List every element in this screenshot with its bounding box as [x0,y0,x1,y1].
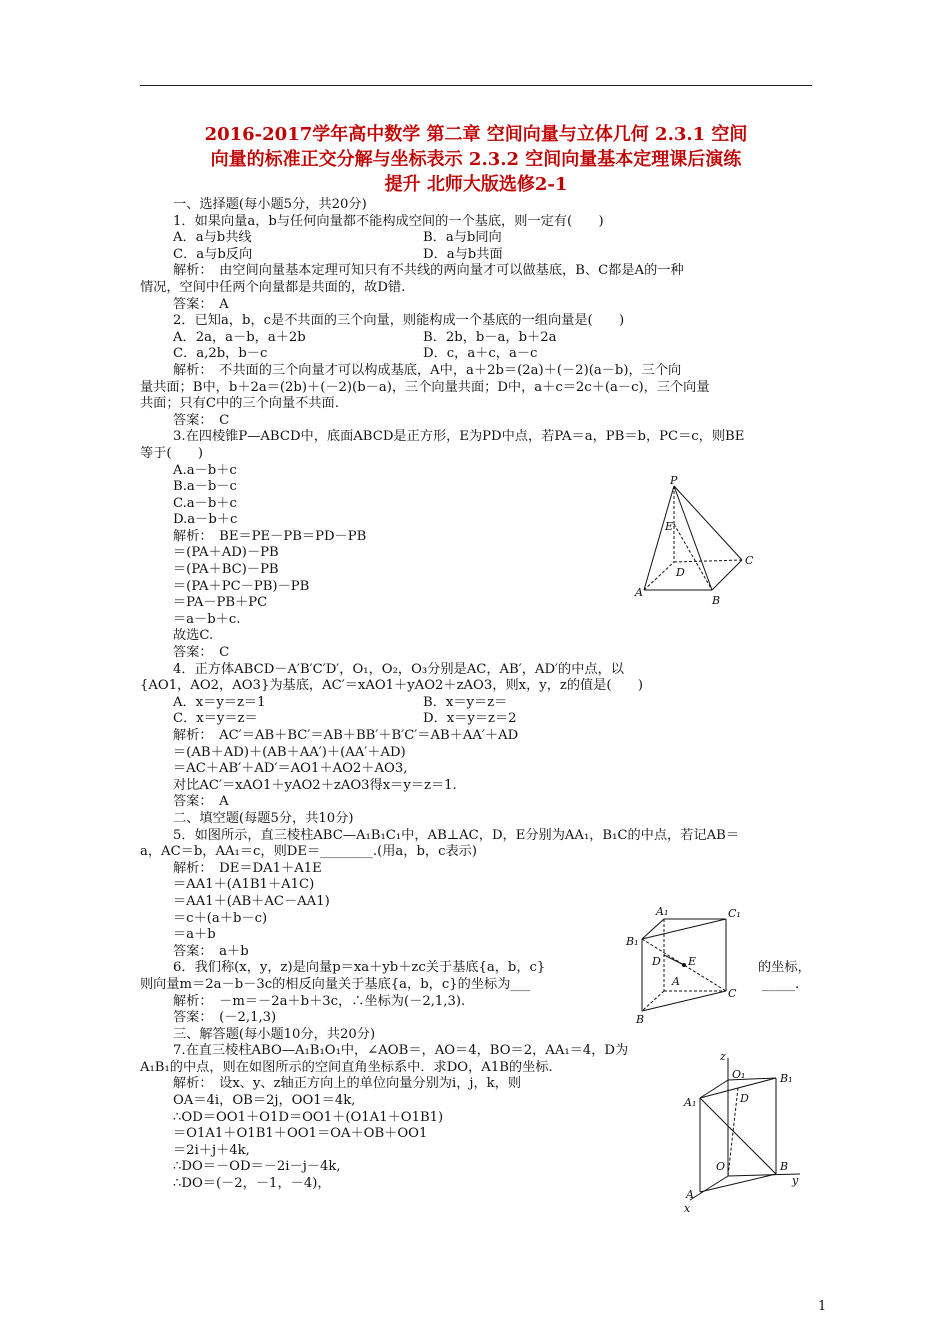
answer-line: 答案： a＋b [173,943,249,959]
section-heading: 二、填空题(每题5分，共10分) [173,810,354,826]
q1-options-row [140,230,812,247]
option: B．x＝y＝z＝ [423,694,508,710]
analysis-line: ＝a＋b [173,927,216,943]
analysis-line: ＝(PA＋AD)－PB [173,545,279,561]
analysis-line: 量共面；B中，b＋2a＝(2b)＋(－2)(b－a)，三个向量共面；D中，a＋c＝2c＋(a－c)，三个向量 [140,379,710,395]
label: A [672,975,680,988]
coordinate-prism-figure [676,1052,806,1214]
answer-line: 答案： C [173,412,230,428]
analysis-line: ＝a－b＋c. [173,611,241,627]
question-7-cont: A₁B₁的中点，则在如图所示的空间直角坐标系中．求DO，A1B的坐标. [140,1059,553,1075]
question-5-cont: a，AC＝b，AA₁＝c，则DE＝________.(用a，b，c表示) [140,844,478,860]
analysis-line: ＝AC＋AB′＋AD′＝AO1＋AO2＋AO3, [173,761,408,777]
label: A [635,586,643,599]
answer-line: 答案： C [173,645,230,661]
title-line-3: 提升 北师大版选修2-1 [384,174,568,195]
option: D．x＝y＝z＝2 [423,711,517,727]
page-number: 1 [818,1299,827,1314]
label: B [780,1160,789,1173]
question-4: 4．正方体ABCD－A′B′C′D′，O₁，O₂，O₃分别是AC，AB′，AD′的中点，以 [173,661,624,677]
answer-line: 答案： (－2,1,3) [173,1010,277,1026]
analysis-line: 解析： 由空间向量基本定理可知只有不共线的两向量才可以做基底，B、C都是A的一种 [173,263,684,279]
analysis-line: ＝(AB＋AD)＋(AB＋AA′)＋(AA′＋AD) [173,744,406,760]
question-6-text: 6．我们称(x，y，z)是向量p＝xa＋yb＋zc关于基底{a，b，c} [173,960,546,976]
analysis-line: 对比AC′＝xAO1＋yAO2＋zAO3得x＝y＝z＝1. [173,777,457,793]
document-title [140,122,812,197]
analysis-line: ＝PA－PB＋PC [173,595,268,611]
analysis-line: ＝c＋(a＋b－c) [173,910,268,926]
q2-options-row [140,330,812,347]
option: B．2b，b－a，b＋2a [423,329,557,345]
question-6-cont-text: 则向量m＝2a－b－3c的相反向量关于基底{a，b，c}的坐标为___ [140,976,531,992]
q1-options-row [140,247,812,264]
question-6-tail: 的坐标， [758,960,811,976]
section-heading: 三、解答题(每小题10分，共20分) [173,1026,376,1042]
analysis-line: 解析： BE＝PE－PB＝PD－PB [173,528,367,544]
analysis-line: 故选C. [173,628,214,644]
label: C₁ [728,907,741,920]
question-5: 5．如图所示，直三棱柱ABC—A₁B₁C₁中，AB⊥AC，D，E分别为AA₁，B₁C的中点，若记AB＝ [173,827,740,843]
title-line-2: 向量的标准正交分解与坐标表示 2.3.2 空间向量基本定理课后演练 [210,149,742,170]
option: C．a与b反向 [173,246,253,262]
question-7: 7.在直三棱柱ABO—A₁B₁O₁中，∠AOB＝，AO＝4，BO＝2，AA₁＝4，D为 [173,1043,629,1059]
question-2: 2．已知a，b，c是不共面的三个向量，则能构成一个基底的一组向量是( ) [173,313,625,329]
label: O [716,1160,726,1173]
option: A.a－b＋c [173,462,237,478]
analysis-line: 解析： AC′＝AB＋BC′＝AB＋BB′＋B′C′＝AB＋AA′＋AD [173,728,519,743]
document-body [140,197,812,1193]
analysis-line: ∴OD＝OO1＋O1D＝OO1＋(O1A1＋O1B1) [173,1109,444,1125]
option: D.a－b＋c [173,512,238,528]
label: B [636,1013,645,1025]
answer-line: 答案： A [173,296,229,312]
option: A．2a，a－b，a＋2b [173,329,306,345]
analysis-line: ＝(PA＋BC)－PB [173,562,279,578]
option: A．x＝y＝z＝1 [173,694,266,710]
option: C.a－b＋c [173,495,237,511]
label: D [652,955,661,968]
label: A₁ [656,905,669,918]
label: B₁ [626,935,639,948]
question-4-cont: {AO1，AO2，AO3}为基底，AC′＝xAO1＋yAO2＋zAO3，则x，y，z的值是( ) [140,678,644,694]
analysis-line: 解析： 设x、y、z轴正方向上的单位向量分别为i，j，k，则 [173,1076,522,1092]
analysis-line: 解析： 不共面的三个向量才可以构成基底，A中，a＋2b＝(2a)＋(－2)(a－b)，三个向 [173,362,682,378]
question-1: 1．如果向量a，b与任何向量都不能构成空间的一个基底，则一定有( ) [173,213,604,229]
analysis-line: 情况，空间中任两个向量都是共面的，故D错. [140,279,406,295]
option: C．a,2b，b－c [173,346,268,362]
header-rule [140,85,812,86]
option: C．x＝y＝z＝ [173,711,258,727]
pyramid-figure [630,472,760,612]
option: A．a与b共线 [173,230,252,246]
question-6-cont-tail: _____. [762,976,800,992]
analysis-line: ＝2i＋j＋4k, [173,1142,250,1158]
label: A [686,1188,694,1201]
label: C [728,987,737,1000]
label: C [745,554,754,567]
analysis-line: ＝O1A1＋O1B1＋OO1＝OA＋OB＋OO1 [173,1126,428,1142]
label: O₁ [732,1068,746,1081]
analysis-line: 解析： DE＝DA1＋A1E [173,860,322,876]
q2-options-row [140,346,812,363]
analysis-line: 共面；只有C中的三个向量不共面. [140,396,339,412]
label: D [676,566,685,579]
analysis-line: 解析： －m＝－2a＋b＋3c，∴坐标为(－2,1,3). [173,993,466,1009]
option: B．a与b同向 [423,230,502,246]
label: z [720,1052,726,1063]
option: B.a－b－c [173,479,237,495]
question-3: 3.在四棱锥P—ABCD中，底面ABCD是正方形，E为PD中点，若PA＝a，PB＝b，PC＝c，则BE [173,429,745,445]
label: y [792,1174,799,1187]
label: B₁ [780,1072,793,1085]
label: P [670,474,678,487]
question-3-cont: 等于( ) [140,445,204,461]
analysis-line: ＝(PA＋PC－PB)－PB [173,578,310,594]
answer-line: 答案： A [173,794,229,810]
label: x [684,1202,691,1214]
section-heading: 一、选择题(每小题5分，共20分) [173,197,367,212]
option: D．a与b共面 [423,246,503,262]
title-line-1: 2016-2017学年高中数学 第二章 空间向量与立体几何 2.3.1 空间 [204,124,748,145]
analysis-line: ∴DO＝(－2，－1，－4)， [173,1176,331,1192]
label: E [665,520,674,533]
label: A₁ [684,1096,697,1109]
q4-options-row [140,711,812,728]
q4-options-row [140,695,812,712]
analysis-line: ∴DO＝－OD＝－2i－j－4k, [173,1159,341,1175]
label: E [688,955,697,968]
analysis-line: OA＝4i，OB＝2j，OO1＝4k, [173,1093,356,1109]
option: D．c，a＋c，a－c [423,346,538,362]
prism-figure [622,905,757,1025]
label: D [740,1092,749,1105]
label: B [712,594,721,607]
analysis-line: ＝AA1＋(A1B1＋A1C) [173,877,315,893]
analysis-line: ＝AA1＋(AB＋AC－AA1) [173,893,330,909]
